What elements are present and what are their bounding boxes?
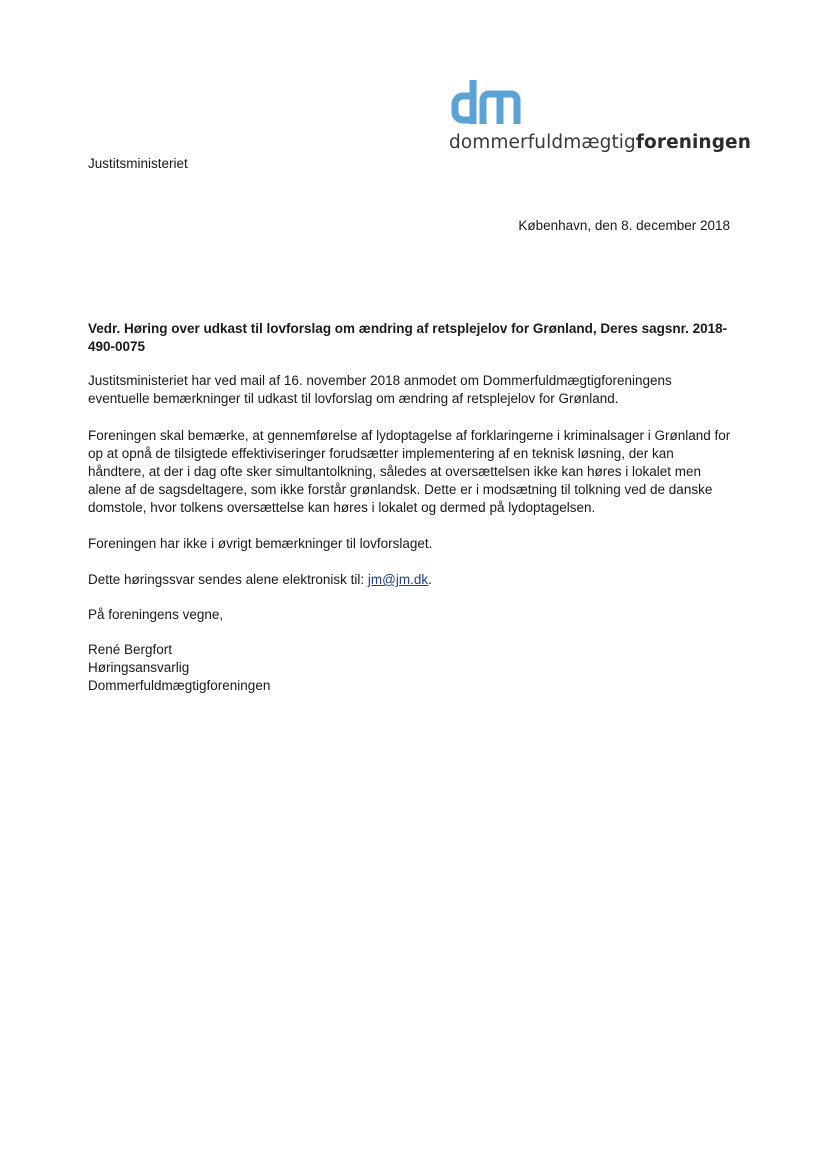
paragraph-sent-electronically (88, 571, 732, 589)
paragraph-remarks: Foreningen skal bemærke, at gennemførelse af lydoptagelse af forklaringerne i kriminalsager i Grønland for op at opnå de tilsigtede effektiviseringer forudsætter implementering af en teknisk løsning, der kan håndtere, at der i dag ofte sker simultantolkning, således at oversættelsen ikke kan høres i lokalet men alene af de sagsdeltagere, som ikke forstår grønlandsk. Dette er i modsætning til tolkning ved de danske domstole, hvor tolkens oversættelse kan høres i lokalet og dermed på lydoptagelsen. (88, 428, 731, 515)
logo (447, 78, 751, 158)
logo-wordmark (449, 132, 751, 153)
logo-wordmark-bold: foreningen (635, 132, 751, 153)
signature-block (88, 641, 732, 695)
email-link[interactable]: jm@jm.dk (367, 572, 429, 587)
signature-organization: Dommerfuldmægtigforeningen (88, 678, 271, 693)
recipient: Justitsministeriet (88, 156, 188, 171)
subject-line: Vedr. Høring over udkast til lovforslag om ændring af retsplejelov for Grønland, Deres sagsnr. 2018-490-0075 (88, 321, 728, 354)
paragraph-no-further-remarks: Foreningen har ikke i øvrigt bemærkninger til lovforslaget. (88, 536, 433, 551)
paragraph-request: Justitsministeriet har ved mail af 16. november 2018 anmodet om Dommerfuldmægtigforeningens eventuelle bemærkninger til udkast til lovforslag om ændring af retsplejelov for Grønland. (88, 373, 672, 406)
logo-wordmark-light: dommerfuldmægtig (449, 132, 636, 153)
signature-name: René Bergfort (88, 642, 173, 657)
sent-electronically-text: Dette høringssvar sendes alene elektronisk til: (88, 572, 368, 587)
dm-logo-mark (451, 78, 523, 126)
closing-line: På foreningens vegne, (88, 607, 224, 622)
signature-role: Høringsansvarlig (88, 660, 190, 675)
sent-electronically-suffix: . (428, 572, 432, 587)
date-line: København, den 8. december 2018 (518, 218, 730, 233)
